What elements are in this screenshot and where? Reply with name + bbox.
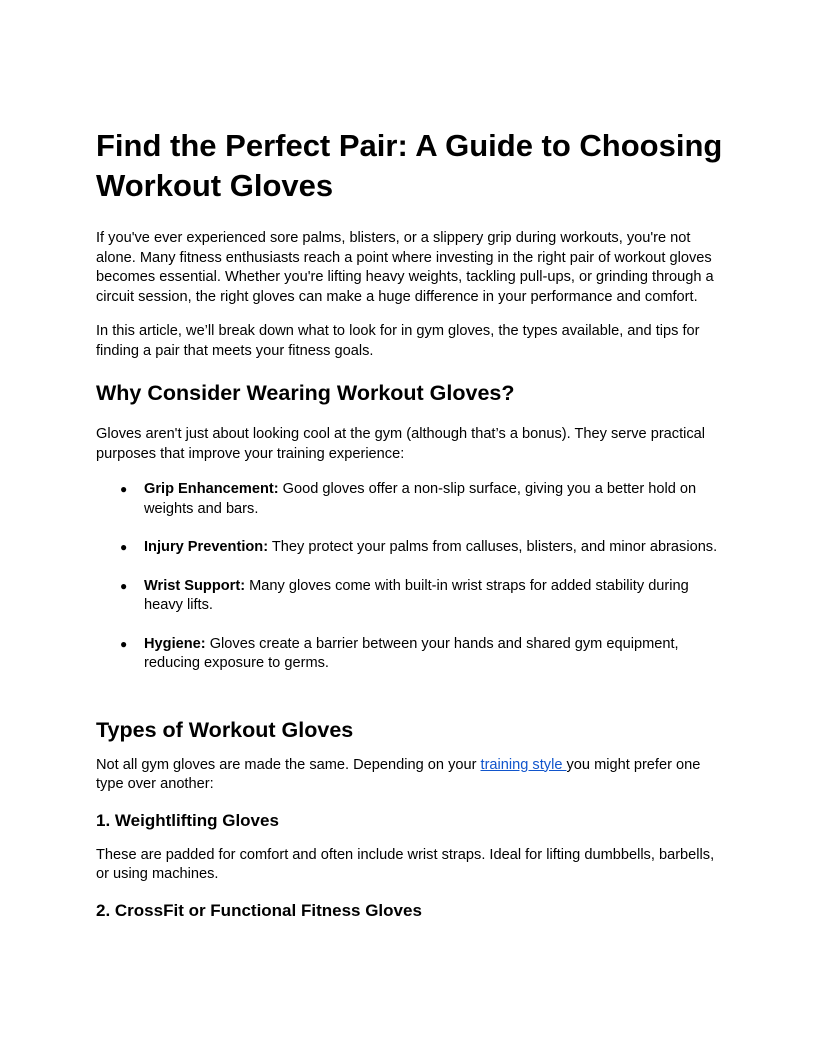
bullet-icon: ● — [120, 482, 128, 496]
subsection-heading-crossfit: 2. CrossFit or Functional Fitness Gloves — [96, 900, 422, 920]
intro-paragraph-1: If you've ever experienced sore palms, blisters, or a slippery grip during workouts, you're not alone. Many fitness enthusiasts reach a point where investing in the right pair of workout gloves becomes essential. Whether you're lifting heavy weights, tackling pull-ups, or grinding through a circuit session, the right gloves can make a huge difference in your performance and comfort. — [96, 230, 714, 305]
benefit-text: Many gloves come with built-in wrist straps for added stability during heavy lifts. — [144, 577, 689, 613]
bullet-icon: ● — [120, 578, 128, 593]
bullet-icon: ● — [120, 540, 128, 554]
types-section-lead — [96, 756, 726, 795]
benefits-list — [96, 480, 726, 674]
intro-paragraph-2: In this article, we’ll break down what to look for in gym gloves, the types available, and tips for finding a pair that meets your fitness goals. — [96, 323, 700, 359]
subsection-heading-weightlifting: 1. Weightlifting Gloves — [96, 810, 279, 830]
benefit-label: Wrist Support: — [144, 577, 246, 594]
types-lead-text-before: Not all gym gloves are made the same. Depending on your — [96, 756, 481, 773]
list-item — [96, 577, 726, 616]
benefit-label: Hygiene: — [144, 635, 206, 652]
why-section-lead: Gloves aren't just about looking cool at the gym (although that’s a bonus). They serve practical purposes that improve your training experience: — [96, 426, 706, 462]
bullet-icon: ● — [120, 636, 128, 651]
list-item — [96, 635, 726, 674]
benefit-text: Gloves create a barrier between your hands and shared gym equipment, reducing exposure to germs. — [144, 635, 679, 671]
list-item — [96, 538, 726, 558]
types-lead-text-after: you might prefer one type over another: — [96, 756, 701, 792]
training-style-link[interactable]: training style — [480, 756, 567, 773]
benefit-label: Grip Enhancement: — [144, 481, 279, 497]
benefit-text: Good gloves offer a non-slip surface, giving you a better hold on weights and bars. — [144, 481, 697, 517]
document-page — [96, 126, 726, 936]
types-section-heading: Types of Workout Gloves — [96, 717, 354, 742]
benefit-label: Injury Prevention: — [144, 539, 269, 555]
benefit-text: They protect your palms from calluses, blisters, and minor abrasions. — [268, 539, 718, 555]
weightlifting-paragraph: These are padded for comfort and often include wrist straps. Ideal for lifting dumbbells, barbells, or using machines. — [96, 846, 715, 882]
page-title: Find the Perfect Pair: A Guide to Choosing Workout Gloves — [96, 128, 723, 203]
why-section-heading: Why Consider Wearing Workout Gloves? — [96, 381, 515, 405]
list-item — [96, 480, 726, 519]
